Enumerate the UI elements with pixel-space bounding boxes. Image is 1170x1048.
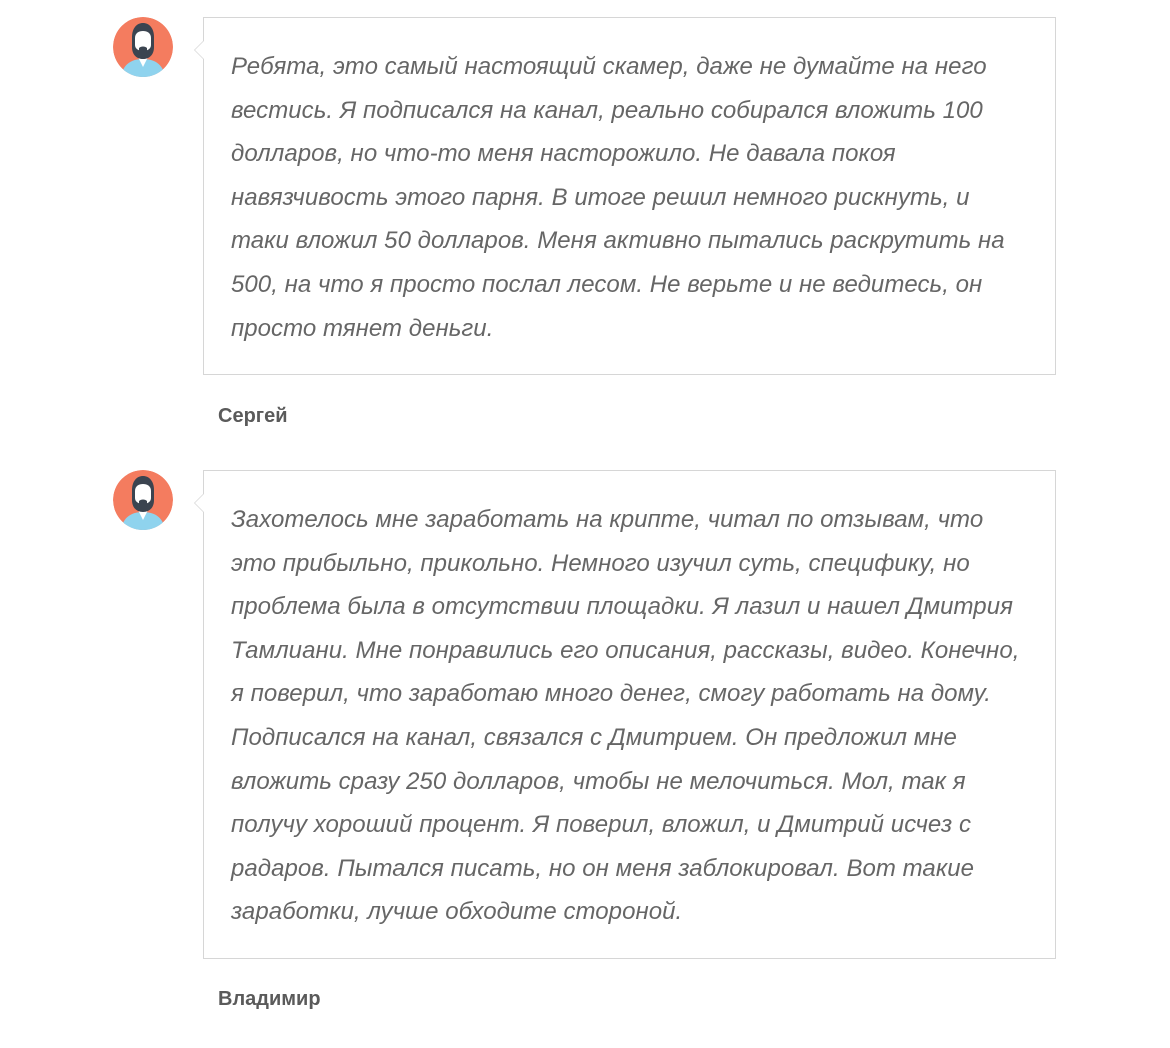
- comment-text: Захотелось мне заработать на крипте, читал по отзывам, что это прибыльно, прикольно. Немного изучил суть, специфику, но проблема была в отсутствии площадки. Я лазил и нашел Дмитрия Тамлиани. Мне понравились его описания, рассказы, видео. Конечно, я поверил, что заработаю много денег, смогу работать на дому. Подписался на канал, связался с Дмитрием. Он предложил мне вложить сразу 250 долларов, чтобы не мелочиться. Мол, так я получу хороший процент. Я поверил, вложил, и Дмитрий исчез с радаров. Пытался писать, но он меня заблокировал. Вот такие заработки, лучше обходите стороной.: [231, 506, 1020, 926]
- avatar: [113, 17, 173, 77]
- comment-bubble: [203, 17, 1056, 375]
- male-avatar-icon: [113, 17, 173, 77]
- comment-text: Ребята, это самый настоящий скамер, даже не думайте на него вестись. Я подписался на канал, реально собирался вложить 100 долларов, но что-то меня насторожило. Не давала покоя навязчивость этого парня. В итоге решил немного рискнуть, и таки вложил 50 долларов. Меня активно пытались раскрутить на 500, на что я просто послал лесом. Не верьте и не ведитесь, он просто тянет деньги.: [231, 53, 1005, 342]
- comment-author: Сергей: [218, 405, 288, 427]
- male-avatar-icon: [113, 470, 173, 530]
- comment-bubble: [203, 470, 1056, 959]
- comment-author: Владимир: [218, 988, 321, 1010]
- avatar: [113, 470, 173, 530]
